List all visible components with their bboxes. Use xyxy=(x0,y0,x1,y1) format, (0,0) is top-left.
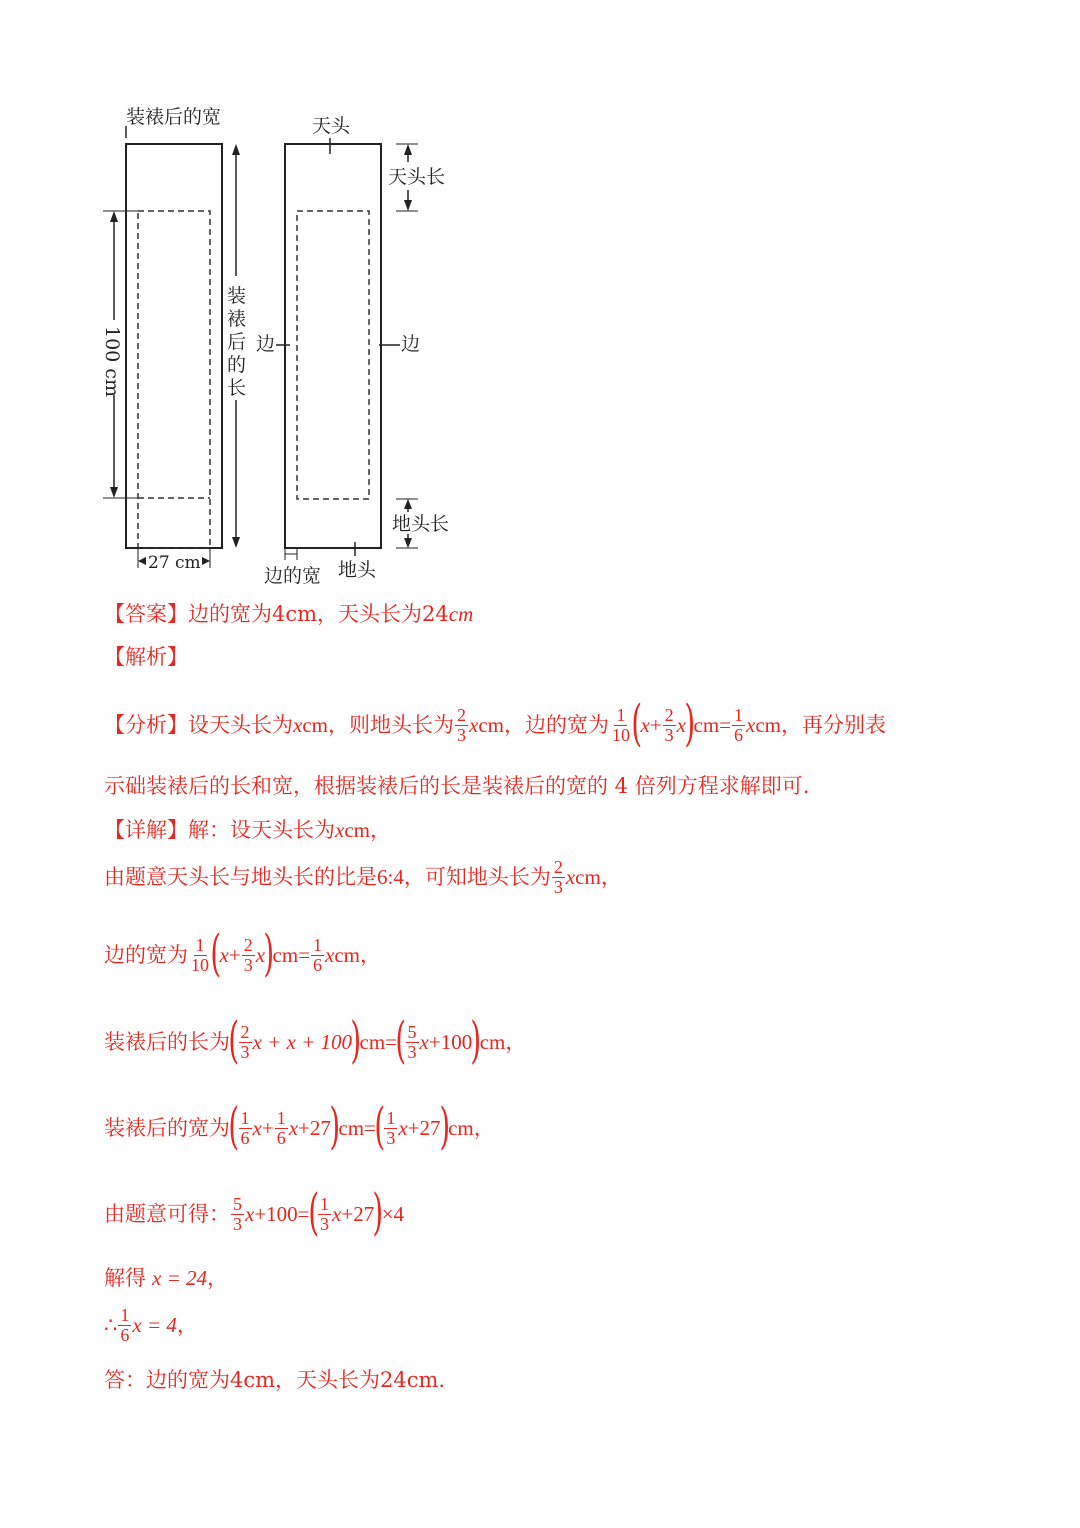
answer-tag: 【答案】 xyxy=(104,602,188,626)
plus-27: +27 xyxy=(298,1115,331,1140)
op-eq: = xyxy=(298,942,311,967)
var-x: x xyxy=(288,1115,299,1140)
fig-bian-left: 边 xyxy=(256,333,276,355)
fig-tiantou: 天头 xyxy=(312,115,351,137)
unit-cm: cm xyxy=(575,864,601,889)
comma: ， xyxy=(473,1115,495,1140)
var-x: x xyxy=(398,1115,408,1140)
frac-1-3: $\frac{1}{3}$ xyxy=(386,1107,396,1148)
detail-l3: 边的宽为 xyxy=(104,942,188,967)
detail-line-1 xyxy=(104,820,391,841)
detail-line-8 xyxy=(104,1306,198,1345)
fenxi-line-2 xyxy=(104,776,809,797)
op-plus: + xyxy=(649,712,662,737)
frac-1-6: $\frac{1}{6}$ xyxy=(734,704,743,745)
detail-line-4: 装裱后的长为 ( $\frac{2}{3}$ x + x + 100 ) cm = ( $\frac{5}{3}$ x +100 ) cm ， xyxy=(104,1011,527,1069)
frac-2-3: $\frac{2}{3}$ xyxy=(664,704,674,745)
var-x: x xyxy=(245,1201,255,1226)
fig-height-label: 100 cm xyxy=(101,326,123,397)
edge-width-eq: x = 4 xyxy=(132,1312,177,1337)
expr-x-x-100: x + x + 100 xyxy=(252,1029,352,1054)
frac-5-3: $\frac{5}{3}$ xyxy=(407,1021,417,1062)
unit-cm: cm xyxy=(272,942,299,967)
comma: ， xyxy=(505,1029,527,1054)
comma: ， xyxy=(369,818,391,842)
op-plus: + xyxy=(261,1115,274,1140)
comma: ， xyxy=(600,864,622,889)
detail-l4: 装裱后的长为 xyxy=(104,1029,230,1054)
fenxi-tag: 【分析】 xyxy=(104,712,188,737)
frac-1-6: $\frac{1}{6}$ xyxy=(120,1305,130,1345)
comma: ， xyxy=(207,1266,228,1290)
fig-bian-right: 边 xyxy=(401,333,421,355)
plus-100: +100 xyxy=(428,1029,473,1054)
plus-100: +100 xyxy=(254,1201,298,1226)
detail-l5: 装裱后的宽为 xyxy=(104,1115,230,1140)
detail-line-5: 装裱后的宽为 ( $\frac{1}{6}$ x + $\frac{1}{6}$ x +27 ) cm = ( $\frac{1}{3}$ x +27 ) cm ， xyxy=(104,1097,495,1155)
fenxi-p2: ，则地头长为 xyxy=(327,712,454,737)
unit-cm: cm xyxy=(344,818,370,842)
solution-x: x = 24 xyxy=(152,1266,207,1290)
frac-1-6: $\frac{1}{6}$ xyxy=(313,934,323,975)
frac-1-10: $\frac{1}{10}$ xyxy=(611,704,630,745)
analysis-header xyxy=(104,647,188,668)
therefore-symbol: ∴ xyxy=(104,1312,118,1337)
detail-l1: 解：设天头长为 xyxy=(188,818,335,842)
fenxi-line2-text: 示础装裱后的长和宽，根据装裱后的长是装裱后的宽的 4 倍列方程求解即可. xyxy=(104,774,810,798)
var-x: x xyxy=(676,712,686,737)
comma: ， xyxy=(176,1312,198,1337)
frac-2-3: $\frac{2}{3}$ xyxy=(240,1021,250,1062)
unit-cm: cm xyxy=(302,712,328,737)
op-eq: = xyxy=(385,1029,398,1054)
diagram-figure xyxy=(0,0,1080,600)
right-outer-rect xyxy=(285,144,381,548)
op-plus: + xyxy=(228,942,241,967)
fig-zb-4: 的 xyxy=(227,354,247,376)
frac-2-3: $\frac{2}{3}$ xyxy=(456,704,466,745)
fig-zb-1: 装 xyxy=(227,285,247,307)
unit-cm: cm xyxy=(359,1029,386,1054)
unit-cm: cm xyxy=(338,1115,365,1140)
fig-left-title: 装裱后的宽 xyxy=(126,106,222,128)
unit-cm: cm xyxy=(478,712,504,737)
var-x: x xyxy=(565,864,576,889)
var-x: x xyxy=(293,712,303,737)
unit-cm: cm xyxy=(448,1115,474,1140)
unit-cm: cm xyxy=(479,1029,506,1054)
detail-line-2 xyxy=(104,858,622,897)
frac-1-3: $\frac{1}{3}$ xyxy=(320,1193,330,1234)
answer-line xyxy=(104,604,473,625)
fenxi-line-1: 【分析】 设天头长为 x cm ，则地头长为 $\frac{2}{3}$ x cm ，边的宽为 $\frac{1}{10}$ ( x + $\frac{2}{3}$ x ) cm = $\frac{1}{6}$ x cm ，再分别表 xyxy=(104,694,886,752)
op-eq: = xyxy=(297,1201,310,1226)
var-x: x xyxy=(325,942,335,967)
frac-1-6: $\frac{1}{6}$ xyxy=(276,1107,286,1148)
frac-1-10: $\frac{1}{10}$ xyxy=(191,934,209,975)
answer-text: 边的宽为4cm，天头长为24 xyxy=(188,602,449,626)
unit-cm: cm xyxy=(334,942,361,967)
fenxi-p4: ，再分别表 xyxy=(780,712,886,737)
fig-width-label: 27 cm xyxy=(148,553,201,573)
detail-l6: 由题意可得： xyxy=(104,1201,230,1226)
final-answer: 答：边的宽为4cm，天头长为24cm. xyxy=(104,1368,446,1392)
var-x: x xyxy=(255,942,266,967)
detail-l2: 由题意天头长与地头长的比是 xyxy=(104,864,377,889)
left-outer-rect xyxy=(126,144,222,548)
fig-bian-de-kuan: 边的宽 xyxy=(264,565,322,587)
ratio-6-4: 6:4 xyxy=(377,864,404,889)
fig-tiantou-chang: 天头长 xyxy=(388,166,446,188)
var-x: x xyxy=(468,712,479,737)
detail-line-3: 边的宽为 $\frac{1}{10}$ ( x + $\frac{2}{3}$ x ) cm = $\frac{1}{6}$ x cm ， xyxy=(104,924,382,982)
frac-1-6: $\frac{1}{6}$ xyxy=(240,1107,250,1148)
fenxi-p1: 设天头长为 xyxy=(188,712,293,737)
op-eq: = xyxy=(719,712,731,737)
unit-cm: cm xyxy=(755,712,781,737)
answer-unit: cm xyxy=(448,602,474,626)
var-x: x xyxy=(746,712,756,737)
var-x: x xyxy=(335,818,345,842)
frac-2-3: $\frac{2}{3}$ xyxy=(553,857,563,897)
fig-zb-2: 裱 xyxy=(227,308,247,330)
plus-27: +27 xyxy=(341,1201,375,1226)
plus-27: +27 xyxy=(407,1115,441,1140)
var-x: x xyxy=(252,1115,262,1140)
right-inner-dashed xyxy=(297,211,369,499)
var-x: x xyxy=(419,1029,429,1054)
frac-2-3: $\frac{2}{3}$ xyxy=(243,934,253,975)
frac-5-3: $\frac{5}{3}$ xyxy=(233,1193,242,1234)
fig-zb-3: 后 xyxy=(227,331,247,353)
detail-line-6: 由题意可得： $\frac{5}{3}$ x +100 = ( $\frac{1}{3}$ x +27 ) ×4 xyxy=(104,1183,405,1241)
detail-tag: 【详解】 xyxy=(104,818,188,842)
op-eq: = xyxy=(364,1115,376,1140)
unit-cm: cm xyxy=(693,712,720,737)
fenxi-p3: ，边的宽为 xyxy=(503,712,609,737)
fig-ditou: 地头 xyxy=(338,559,377,581)
detail-line-9 xyxy=(104,1370,445,1391)
fig-zb-5: 长 xyxy=(227,377,247,399)
fig-ditou-chang: 地头长 xyxy=(392,513,450,535)
detail-l2b: ，可知地头长为 xyxy=(403,864,551,889)
var-x: x xyxy=(219,942,229,967)
detail-l7: 解得 xyxy=(104,1266,146,1290)
analysis-header-text: 【解析】 xyxy=(104,645,188,669)
comma: ， xyxy=(360,942,382,967)
var-x: x xyxy=(332,1201,342,1226)
times-4: ×4 xyxy=(381,1201,405,1226)
detail-line-7 xyxy=(104,1268,228,1289)
var-x: x xyxy=(640,712,650,737)
